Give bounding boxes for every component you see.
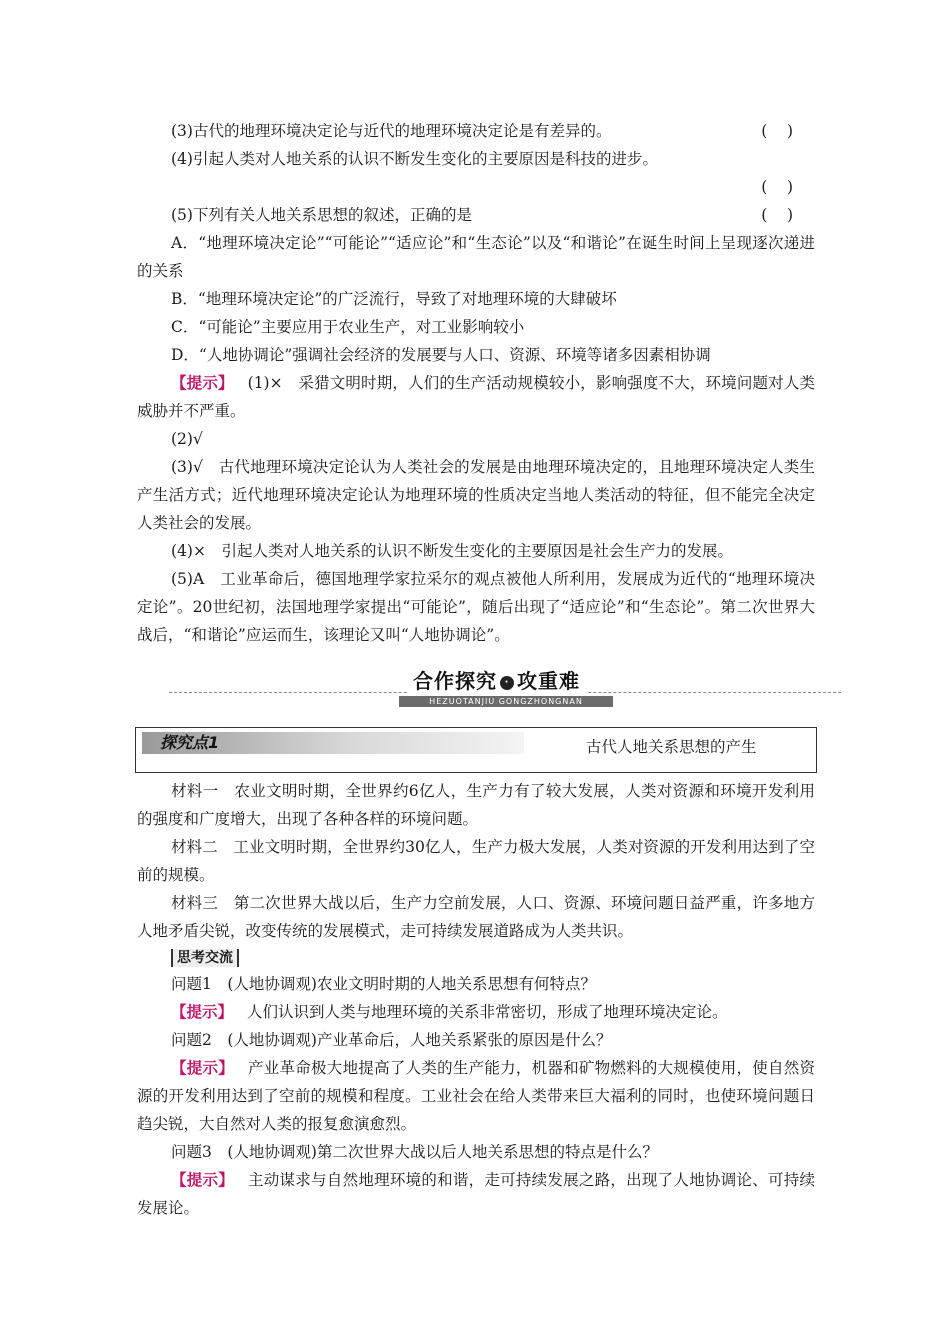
answer-3: (3)√ 古代地理环境决定论认为人类社会的发展是由地理环境决定的，且地理环境决定人类生产生活方式；近代地理环境决定论认为地理环境的性质决定当地人类活动的特征，但不能完全决定人类社会的发展。 xyxy=(137,458,815,532)
option-a: A．“地理环境决定论”“可能论”“适应论”和“生态论”以及“和谐论”在诞生时间上呈现逐次递进的关系 xyxy=(137,234,815,280)
think-exchange-label: 思考交流 xyxy=(171,949,239,967)
option-d: D．“人地协调论”强调社会经济的发展要与人口、资源、环境等诸多因素相协调 xyxy=(171,346,711,364)
banner-title-left: 合作探究 xyxy=(413,669,497,693)
inquiry-point-box xyxy=(135,727,817,773)
answer-5: (5)A 工业革命后，德国地理学家拉采尔的观点被他人所利用，发展成为近代的“地理环境决定论”。20世纪初，法国地理学家提出“可能论”，随后出现了“适应论”和“生态论”。第二次世界大战后，“和谐论”应运而生，该理论又叫“人地协调论”。 xyxy=(137,570,815,644)
hint-label: 【提示】 xyxy=(171,373,234,392)
circle-dot-icon: · xyxy=(500,676,514,690)
question-3 xyxy=(137,117,815,145)
material-3: 材料三 第二次世界大战以后，生产力空前发展，人口、资源、环境问题日益严重，许多地方人地矛盾尖锐，改变传统的发展模式，走可持续发展道路成为人类共识。 xyxy=(137,894,815,940)
answer-bracket: ( ) xyxy=(761,178,793,196)
material-1: 材料一 农业文明时期，全世界约6亿人，生产力有了较大发展，人类对资源和环境开发利用的强度和广度增大，出现了各种各样的环境问题。 xyxy=(137,782,815,828)
question-1: 问题1 (人地协调观)农业文明时期的人地关系思想有何特点？ xyxy=(171,975,596,993)
hint-1 xyxy=(137,998,815,1026)
hint-label: 【提示】 xyxy=(171,1002,234,1021)
question-4 xyxy=(137,145,815,173)
question-2: 问题2 (人地协调观)产业革命后，人地关系紧张的原因是什么？ xyxy=(171,1031,612,1049)
hint-label: 【提示】 xyxy=(171,1170,235,1189)
hint-text: 主动谋求与自然地理环境的和谐，走可持续发展之路，出现了人地协调论、可持续发展论。 xyxy=(137,1171,815,1217)
hint-label: 【提示】 xyxy=(171,1058,235,1077)
banner-subtitle: HEZUOTANJIU GONGZHONGNAN xyxy=(399,696,613,707)
inquiry-point-label: 探究点1 xyxy=(160,733,220,752)
answer-1 xyxy=(137,369,815,425)
hint-2 xyxy=(137,1054,815,1138)
answer-bracket: ( ) xyxy=(761,122,793,140)
inquiry-point-tag xyxy=(142,732,524,754)
answer-4: (4)× 引起人类对人地关系的认识不断发生变化的主要原因是社会生产力的发展。 xyxy=(171,542,733,560)
question-text: (5)下列有关人地关系思想的叙述，正确的是 xyxy=(171,206,472,224)
question-text: (4)引起人类对人地关系的认识不断发生变化的主要原因是科技的进步。 xyxy=(171,150,658,168)
option-b: B．“地理环境决定论”的广泛流行，导致了对地理环境的大肆破坏 xyxy=(171,290,617,308)
option-c: C．“可能论”主要应用于农业生产，对工业影响较小 xyxy=(171,318,525,336)
question-text: (3)古代的地理环境决定论与近代的地理环境决定论是有差异的。 xyxy=(171,122,612,140)
answer-2: (2)√ xyxy=(171,430,203,448)
hint-text: 产业革命极大地提高了人类的生产能力，机器和矿物燃料的大规模使用，使自然资源的开发利用达到了空前的规模和程度。工业社会在给人类带来巨大福利的同时，也使环境问题日趋尖锐，大自然对人类的报复愈演愈烈。 xyxy=(137,1059,815,1133)
question-3b: 问题3 (人地协调观)第二次世界大战以后人地关系思想的特点是什么？ xyxy=(171,1143,658,1161)
banner-title xyxy=(407,665,586,694)
question-5 xyxy=(137,201,815,229)
section-banner xyxy=(137,663,815,715)
answer-text: (1)× 采猎文明时期，人们的生产活动规模较小，影响强度不大，环境问题对人类威胁并不严重。 xyxy=(137,374,815,420)
inquiry-point-title: 古代人地关系思想的产生 xyxy=(586,738,757,756)
document-body xyxy=(137,117,815,1222)
answer-bracket: ( ) xyxy=(761,206,793,224)
hint-3 xyxy=(137,1166,815,1222)
material-2: 材料二 工业文明时期，全世界约30亿人，生产力极大发展，人类对资源的开发利用达到了空前的规模。 xyxy=(137,838,815,884)
hint-text: 人们认识到人类与地理环境的关系非常密切，形成了地理环境决定论。 xyxy=(247,1003,728,1021)
banner-title-right: 攻重难 xyxy=(517,669,580,693)
